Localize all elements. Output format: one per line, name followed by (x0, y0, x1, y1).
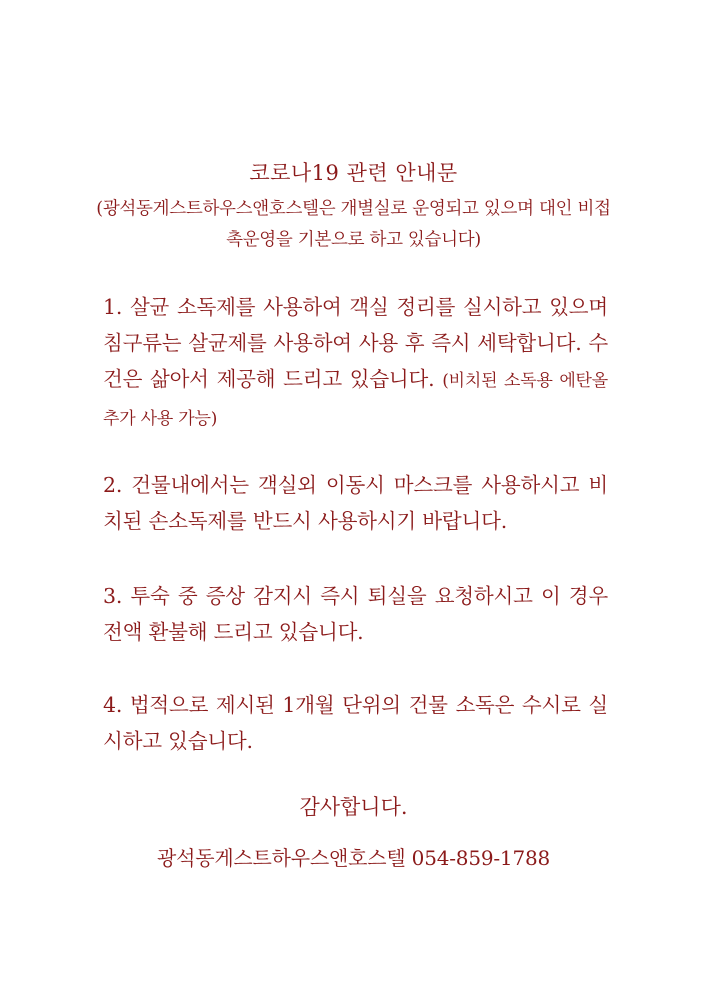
paragraph-4: 4. 법적으로 제시된 1개월 단위의 건물 소독은 수시로 실시하고 있습니다. (103, 693, 608, 753)
paragraph-3: 3. 투숙 중 증상 감지시 즉시 퇴실을 요청하시고 이 경우 전액 환불해 드리고 있습니다. (103, 584, 608, 644)
contact-signature: 광석동게스트하우스앤호스텔 054-859-1788 (156, 846, 551, 870)
thanks-text: 감사합니다. (299, 795, 408, 819)
paragraph-1 (103, 289, 608, 437)
paragraph-1-note: (비치된 소독용 에탄올 추가 사용 가능) (103, 371, 608, 429)
paragraph-1-text: 1. 살균 소독제를 사용하여 객실 정리를 실시하고 있으며 침구류는 살균제를 사용하여 사용 후 즉시 세탁합니다. 수건은 삶아서 제공해 드리고 있습니다. (103, 295, 608, 391)
notice-subtitle: (광석동게스트하우스앤호스텔은 개별실로 운영되고 있으며 대인 비접촉운영을 기본으로 하고 있습니다) (96, 199, 611, 250)
paragraph-2: 2. 건물내에서는 객실외 이동시 마스크를 사용하시고 비치된 손소독제를 반드시 사용하시기 바랍니다. (103, 473, 608, 533)
notice-title: 코로나19 관련 안내문 (249, 161, 458, 185)
